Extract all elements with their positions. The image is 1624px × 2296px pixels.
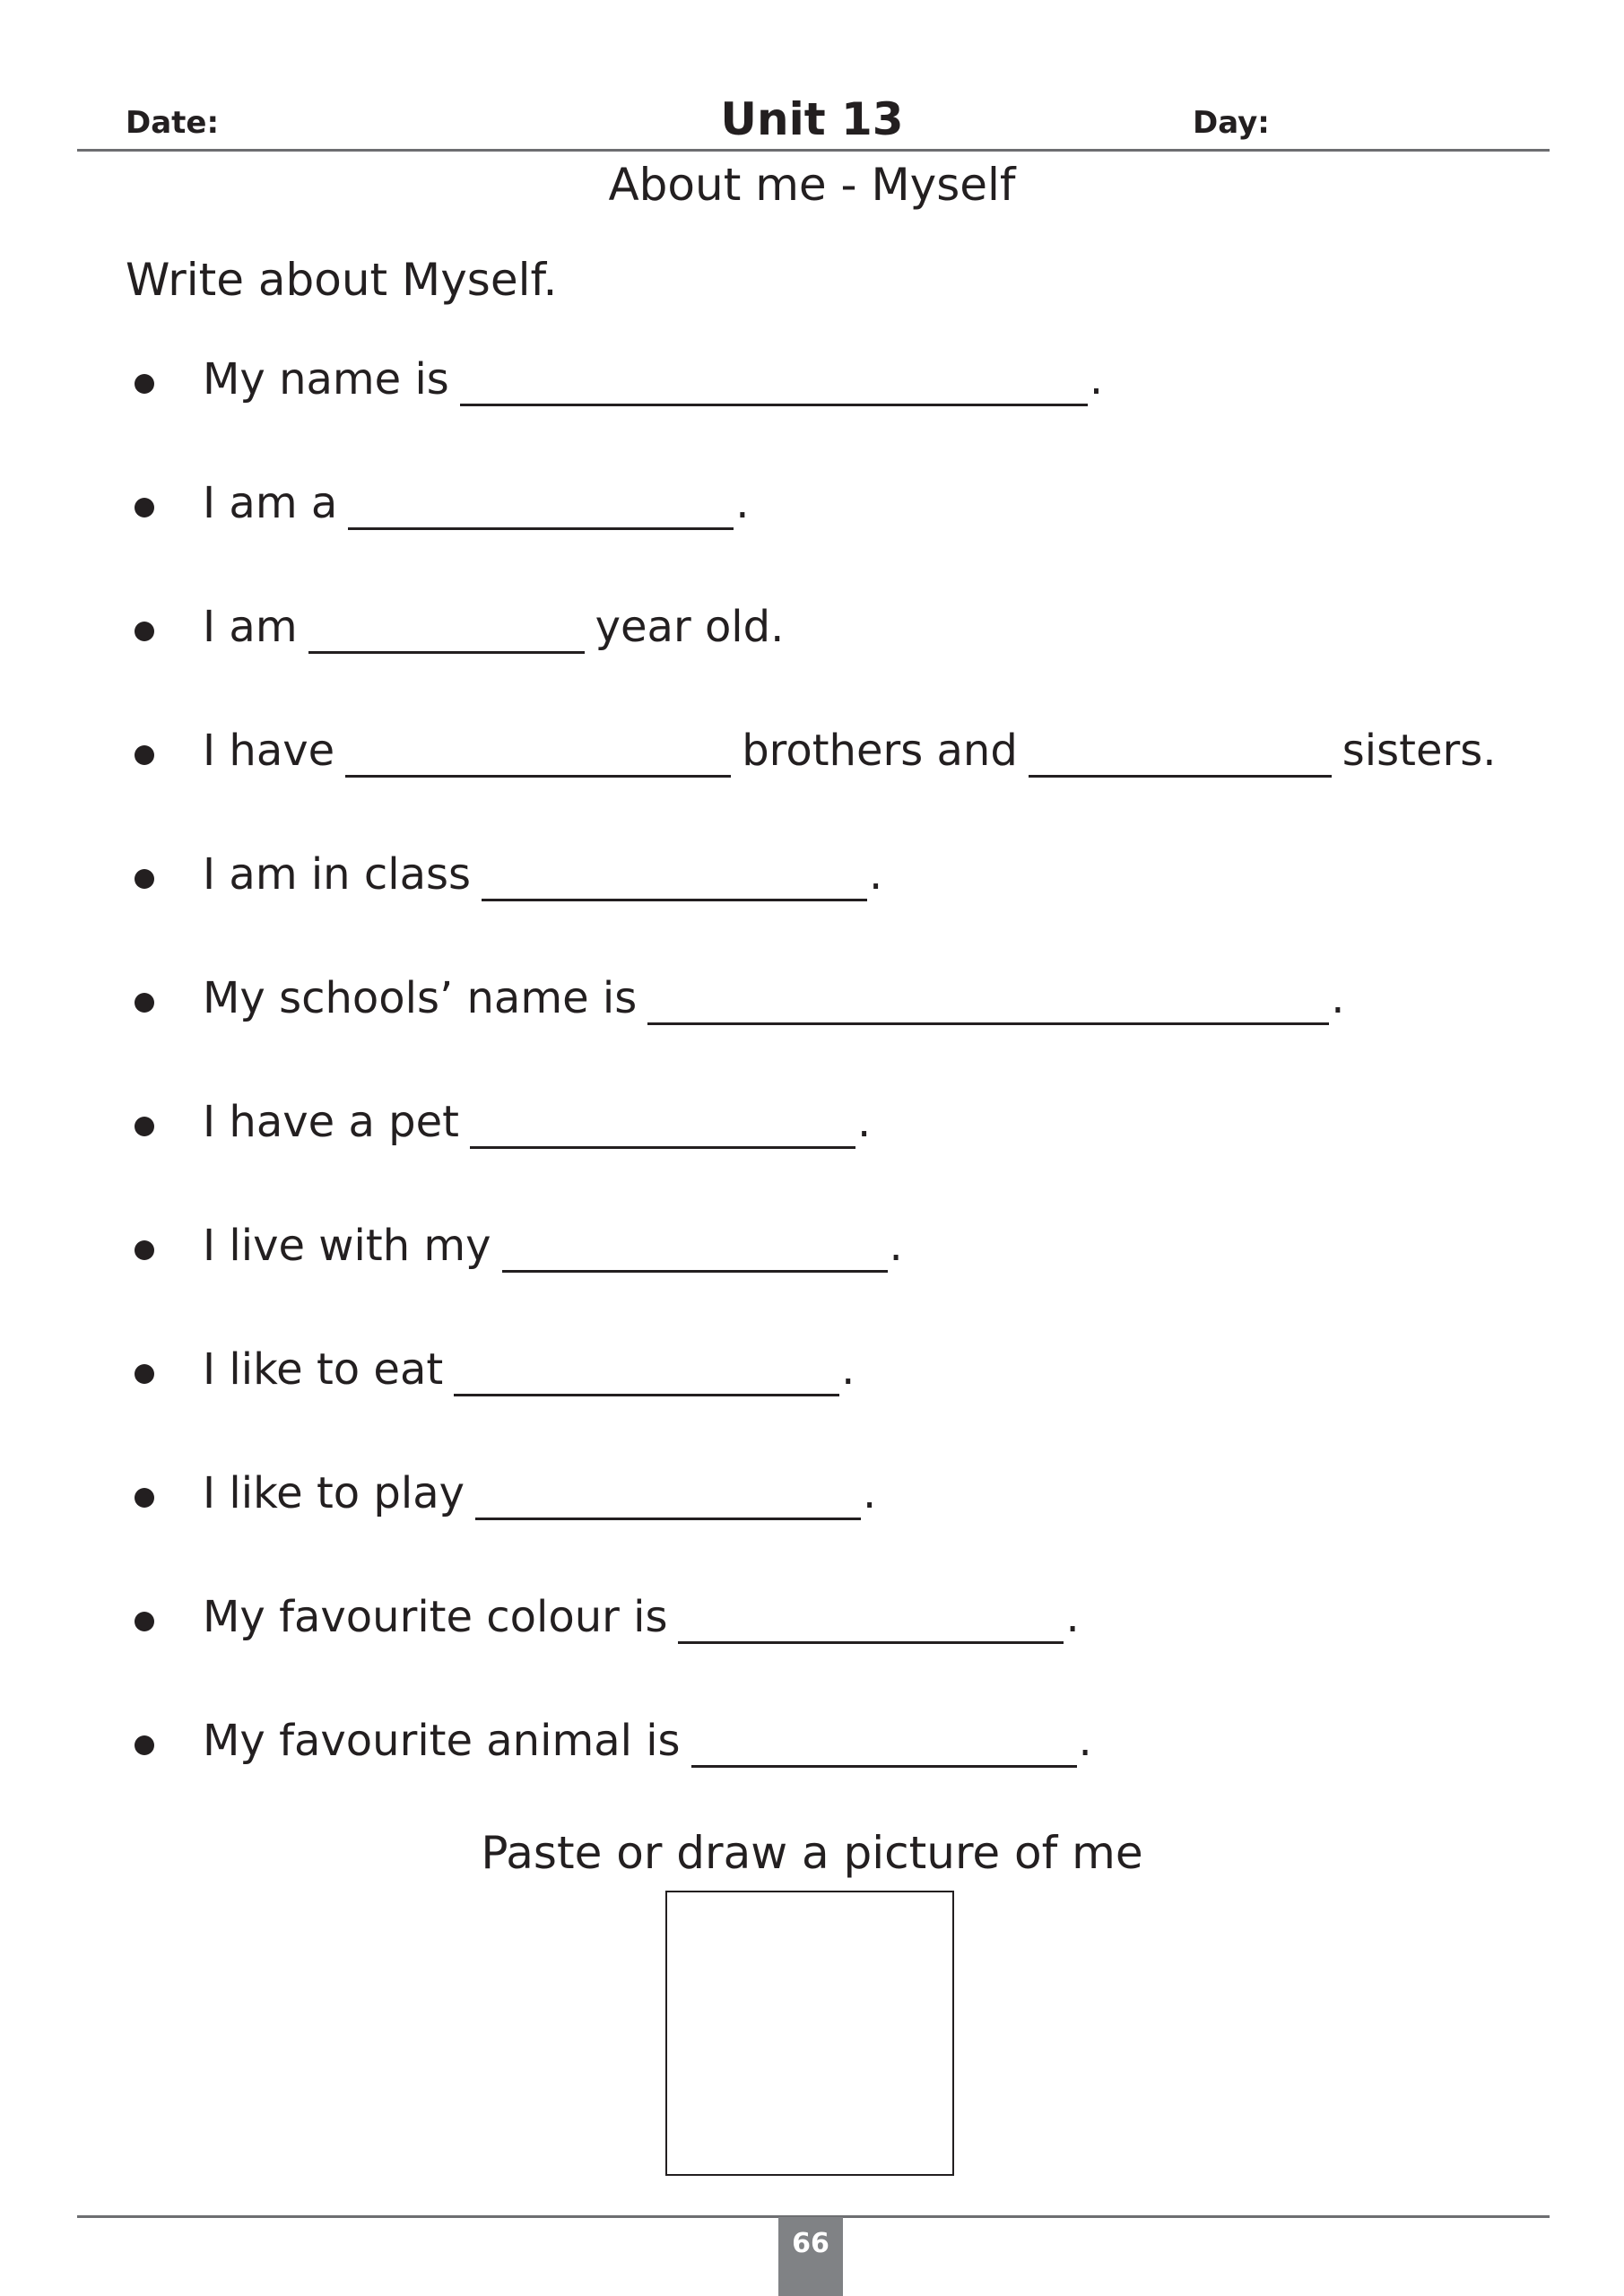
- bullet-icon: [135, 993, 154, 1013]
- sentence-start: My name is: [203, 354, 449, 404]
- sentence-end: .: [841, 1344, 855, 1395]
- answer-blank[interactable]: [678, 1595, 1064, 1644]
- day-label: Day:: [1193, 105, 1270, 141]
- bullet-icon: [135, 869, 154, 889]
- list-item: [135, 354, 1551, 478]
- sentence-end: sisters.: [1342, 726, 1497, 776]
- header-divider: [77, 149, 1550, 152]
- unit-title: Unit 13: [720, 93, 904, 145]
- list-item: [135, 973, 1551, 1097]
- sentence-end: .: [735, 478, 750, 528]
- sentence-end: year old.: [595, 602, 785, 652]
- list-item: [135, 849, 1551, 973]
- sentence-start: I like to eat: [203, 1344, 444, 1395]
- answer-blank[interactable]: [647, 976, 1329, 1025]
- bullet-icon: [135, 1612, 154, 1631]
- bullet-icon: [135, 1735, 154, 1755]
- answer-blank[interactable]: [691, 1718, 1077, 1768]
- sentence-start: I have a pet: [203, 1097, 459, 1147]
- sentence-start: I am in class: [203, 849, 472, 900]
- sentence-end: .: [869, 849, 883, 900]
- list-item: [135, 1344, 1551, 1468]
- list-item: [135, 602, 1551, 726]
- sentence-start: I am a: [203, 478, 338, 528]
- sentence-end: .: [1331, 973, 1345, 1023]
- sentence-start: I am: [203, 602, 298, 652]
- list-item: [135, 1221, 1551, 1344]
- sentence-end: .: [1089, 354, 1104, 404]
- answer-blank[interactable]: [460, 357, 1088, 406]
- bullet-icon: [135, 1364, 154, 1384]
- answer-blank[interactable]: [482, 852, 867, 901]
- answer-blank[interactable]: [502, 1223, 888, 1273]
- list-item: [135, 1097, 1551, 1221]
- sentence-list: [135, 354, 1551, 1839]
- bullet-icon: [135, 1117, 154, 1136]
- answer-blank[interactable]: [1029, 728, 1332, 778]
- bullet-icon: [135, 622, 154, 641]
- sentence-start: I live with my: [203, 1221, 491, 1271]
- picture-caption: Paste or draw a picture of me: [481, 1827, 1143, 1879]
- sentence-start: My favourite animal is: [203, 1716, 681, 1766]
- bullet-icon: [135, 374, 154, 394]
- page-subtitle: About me - Myself: [608, 159, 1016, 211]
- bullet-icon: [135, 1240, 154, 1260]
- sentence-middle: brothers and: [742, 726, 1018, 776]
- sentence-start: I have: [203, 726, 335, 776]
- sentence-end: .: [856, 1097, 872, 1147]
- page-number: 66: [778, 2217, 843, 2296]
- answer-blank[interactable]: [454, 1347, 839, 1396]
- answer-blank[interactable]: [345, 728, 731, 778]
- sentence-start: My schools’ name is: [203, 973, 638, 1023]
- instruction-text: Write about Myself.: [126, 254, 558, 306]
- sentence-start: My favourite colour is: [203, 1592, 668, 1642]
- picture-box[interactable]: [665, 1891, 954, 2176]
- bullet-icon: [135, 1488, 154, 1508]
- sentence-end: .: [1065, 1592, 1080, 1642]
- bullet-icon: [135, 745, 154, 765]
- sentence-end: .: [863, 1468, 877, 1518]
- list-item: [135, 1468, 1551, 1592]
- list-item: [135, 726, 1551, 849]
- answer-blank[interactable]: [348, 481, 734, 530]
- date-label: Date:: [126, 105, 220, 141]
- sentence-start: I like to play: [203, 1468, 465, 1518]
- sentence-end: .: [1078, 1716, 1092, 1766]
- bullet-icon: [135, 498, 154, 517]
- list-item: [135, 1716, 1551, 1839]
- sentence-end: .: [889, 1221, 903, 1271]
- answer-blank[interactable]: [475, 1471, 861, 1520]
- list-item: [135, 1592, 1551, 1716]
- answer-blank[interactable]: [308, 604, 585, 654]
- list-item: [135, 478, 1551, 602]
- answer-blank[interactable]: [470, 1100, 855, 1149]
